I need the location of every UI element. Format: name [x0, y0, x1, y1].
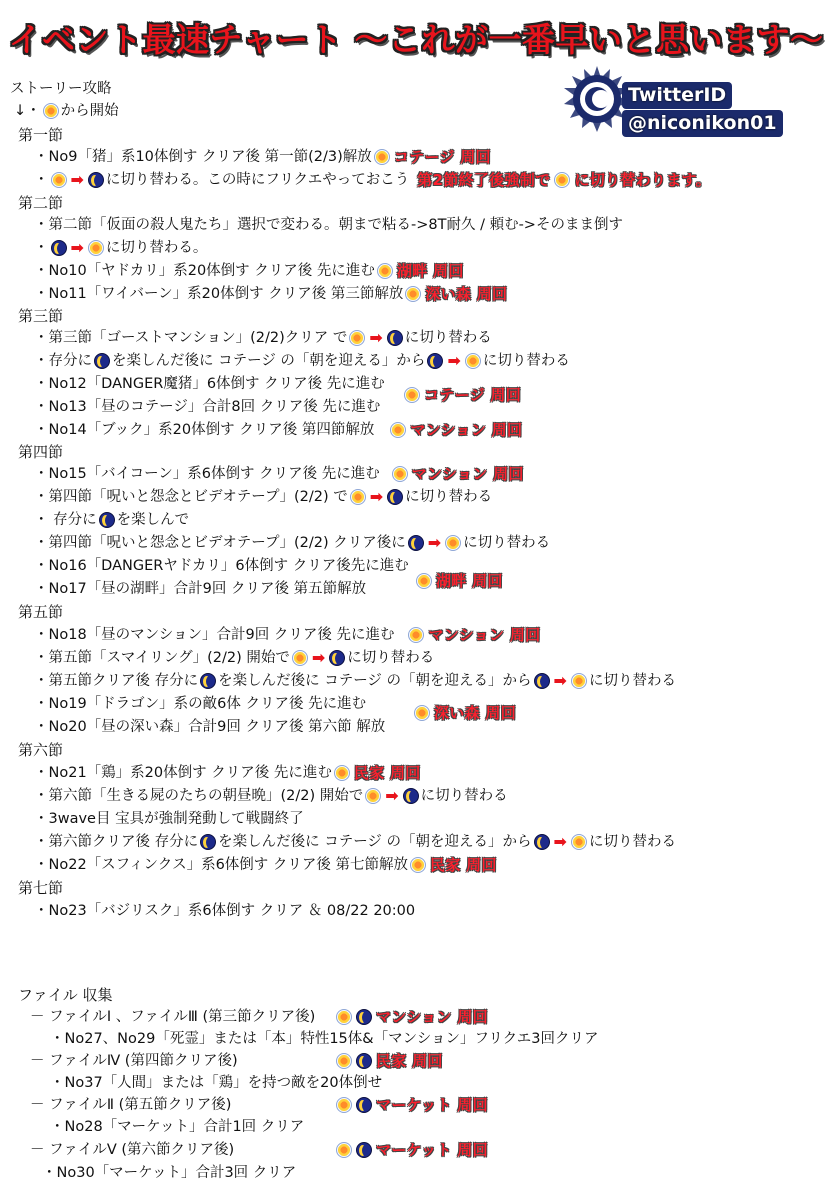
file-2-detail: ・No37「人間」または「鶏」を持つ敵を20体倒せ	[50, 1075, 383, 1091]
ch4-line-4: ・第四節「呪いと怨念とビデオテープ」(2/2) クリア後に ➡ に切り替わる	[34, 533, 551, 552]
ch5-line-4: ・No19「ドラゴン」系の敵6体 クリア後 先に進む	[34, 696, 367, 712]
sun-icon	[292, 650, 308, 666]
farm-tag: マーケット 周回	[376, 1096, 488, 1114]
ch4-line-1: ・No15「バイコーン」系6体倒す クリア後 先に進む マンション 周回	[34, 465, 524, 483]
file-1-tag	[334, 1006, 490, 1028]
moon-icon	[403, 788, 419, 804]
sun-icon	[410, 857, 426, 873]
ch3-line-5: ・No14「ブック」系20体倒す クリア後 第四節解放 マンション 周回	[34, 421, 523, 439]
moon-icon	[387, 489, 403, 505]
moon-icon	[200, 834, 216, 850]
ch2-line-3: ・No10「ヤドカリ」系20体倒す クリア後 先に進む 湖畔 周回	[34, 262, 464, 280]
ch1-line-2: ・ ➡ に切り替わる。この時にフリクエやっておこう 第2節終了後強制で に切り替わります。	[34, 170, 711, 189]
farm-tag: マンション 周回	[376, 1008, 488, 1026]
ch6-line-2: ・第六節「生きる屍のたちの朝昼晩」(2/2) 開始で ➡ に切り替わる	[34, 786, 508, 805]
sun-icon	[349, 330, 365, 346]
moon-icon	[534, 673, 550, 689]
ch3-tag-cottage	[402, 384, 523, 406]
moon-icon	[356, 1009, 372, 1025]
file-4-tag	[334, 1139, 490, 1161]
chapter-1-title: 第一節	[18, 126, 64, 144]
twitter-id-label: TwitterID	[622, 82, 732, 109]
sun-icon	[554, 172, 570, 188]
sun-icon	[334, 765, 350, 781]
red-arrow-icon: ➡	[385, 786, 399, 805]
red-arrow-icon: ➡	[70, 170, 84, 189]
sun-icon	[571, 834, 587, 850]
ch3-line-4: ・No13「昼のコテージ」合計8回 クリア後 先に進む	[34, 399, 381, 415]
sun-icon	[336, 1053, 352, 1069]
farm-tag: 深い森 周回	[425, 285, 508, 303]
farm-tag: コテージ 周回	[393, 148, 491, 166]
moon-icon	[329, 650, 345, 666]
ch6-line-1: ・No21「鶏」系20体倒す クリア後 先に進む 民家 周回	[34, 764, 421, 782]
farm-tag: 民家 周回	[430, 856, 497, 874]
farm-tag: 深い森 周回	[434, 704, 517, 722]
chapter-2-title: 第二節	[18, 194, 64, 212]
red-arrow-icon: ➡	[553, 832, 567, 851]
story-heading: ストーリー攻略	[10, 81, 112, 97]
ch3-line-3: ・No12「DANGER魔猪」6体倒す クリア後 先に進む	[34, 376, 385, 392]
ch4-line-5: ・No16「DANGERヤドカリ」6体倒す クリア後先に進む	[34, 558, 409, 574]
ch5-line-1: ・No18「昼のマンション」合計9回 クリア後 先に進む マンション 周回	[34, 626, 541, 644]
sun-icon	[377, 263, 393, 279]
moon-icon	[356, 1097, 372, 1113]
ch4-tag-lake	[414, 570, 505, 592]
sun-icon	[43, 103, 59, 119]
files-heading: ファイル 収集	[18, 986, 113, 1004]
sun-icon	[465, 353, 481, 369]
sun-icon	[336, 1009, 352, 1025]
ch7-line-1: ・No23「バジリスク」系6体倒す クリア ＆ 08/22 20:00	[34, 903, 416, 919]
file-3: － ファイルⅡ (第五節クリア後)	[30, 1097, 232, 1113]
farm-tag: 民家 周回	[376, 1052, 443, 1070]
file-3-detail: ・No28「マーケット」合計1回 クリア	[50, 1119, 305, 1135]
chapter-5-title: 第五節	[18, 603, 64, 621]
red-arrow-icon: ➡	[70, 238, 84, 257]
ch5-tag-forest	[412, 702, 518, 724]
sun-icon	[336, 1142, 352, 1158]
farm-tag: 湖畔 周回	[396, 262, 464, 280]
ch4-line-3: ・ 存分に を楽しんで	[34, 512, 190, 528]
ch2-line-4: ・No11「ワイバーン」系20体倒す クリア後 第三節解放 深い森 周回	[34, 285, 508, 303]
moon-icon	[200, 673, 216, 689]
file-4-detail: ・No30「マーケット」合計3回 クリア	[42, 1165, 297, 1181]
ch1-line-1: ・No9「猪」系10体倒す クリア後 第一節(2/3)解放 コテージ 周回	[34, 148, 491, 166]
start-line: ↓・ から開始	[14, 103, 119, 119]
moon-icon	[356, 1142, 372, 1158]
sun-icon	[445, 535, 461, 551]
note-tag: 第2節終了後強制で	[417, 171, 551, 189]
file-1: － ファイルⅠ 、ファイルⅢ (第三節クリア後)	[30, 1009, 316, 1025]
ch3-line-1: ・第三節「ゴーストマンション」(2/2)クリア で ➡ に切り替わる	[34, 328, 492, 347]
file-2-tag	[334, 1050, 445, 1072]
moon-icon	[51, 240, 67, 256]
twitter-handle[interactable]: @niconikon01	[622, 110, 783, 137]
red-arrow-icon: ➡	[369, 487, 384, 506]
chapter-6-title: 第六節	[18, 741, 64, 759]
sun-icon	[365, 788, 381, 804]
chapter-4-title: 第四節	[18, 443, 64, 461]
ch6-line-4: ・第六節クリア後 存分に を楽しんだ後に コテージ の「朝を迎える」から ➡ に切り替わる	[34, 832, 676, 851]
page-title: イベント最速チャート ～これが一番早いと思います～	[8, 20, 824, 59]
red-arrow-icon: ➡	[553, 671, 567, 690]
farm-tag: マーケット 周回	[376, 1141, 488, 1159]
ch5-line-5: ・No20「昼の深い森」合計9回 クリア後 第六節 解放	[34, 719, 386, 735]
file-1-detail: ・No27、No29「死霊」または「本」特性15体&「マンション」フリクエ3回クリア	[50, 1031, 599, 1047]
sun-icon	[51, 172, 67, 188]
farm-tag: マンション 周回	[410, 421, 523, 439]
sun-icon	[405, 286, 421, 302]
sun-icon	[88, 240, 104, 256]
ch4-line-6: ・No17「昼の湖畔」合計9回 クリア後 第五節解放	[34, 581, 367, 597]
file-3-tag	[334, 1094, 490, 1116]
sun-icon	[392, 466, 408, 482]
farm-tag: マンション 周回	[411, 465, 524, 483]
file-4: － ファイルⅤ (第六節クリア後)	[30, 1142, 235, 1158]
moon-icon	[408, 535, 424, 551]
ch2-line-2: ・ ➡ に切り替わる。	[34, 238, 208, 257]
farm-tag: 民家 周回	[353, 764, 421, 782]
sun-icon	[336, 1097, 352, 1113]
sun-icon	[404, 387, 420, 403]
moon-icon	[356, 1053, 372, 1069]
sun-icon	[571, 673, 587, 689]
chapter-3-title: 第三節	[18, 307, 64, 325]
red-arrow-icon: ➡	[427, 533, 442, 552]
chapter-7-title: 第七節	[18, 879, 64, 897]
note-tag: に切り替わります。	[574, 171, 711, 189]
ch2-line-1: ・第二節「仮面の殺人鬼たち」選択で変わる。朝まで粘る->8T耐久 / 頼む->そのまま倒す	[34, 217, 623, 233]
farm-tag: マンション 周回	[428, 626, 541, 644]
red-arrow-icon: ➡	[311, 648, 326, 667]
ch5-line-2: ・第五節「スマイリング」(2/2) 開始で ➡ に切り替わる	[34, 648, 435, 667]
red-arrow-icon: ➡	[369, 328, 383, 347]
ch3-line-2: ・存分に を楽しんだ後に コテージ の「朝を迎える」から ➡ に切り替わる	[34, 351, 570, 370]
sun-icon	[374, 149, 390, 165]
ch4-line-2: ・第四節「呪いと怨念とビデオテープ」(2/2) で ➡ に切り替わる	[34, 487, 493, 506]
file-2: － ファイルⅣ (第四節クリア後)	[30, 1053, 238, 1069]
ch6-line-5: ・No22「スフィンクス」系6体倒す クリア後 第七節解放 民家 周回	[34, 856, 497, 874]
moon-icon	[94, 353, 110, 369]
ch6-line-3: ・3wave目 宝具が強制発動して戦闘終了	[34, 811, 304, 827]
farm-tag: コテージ 周回	[424, 386, 522, 404]
moon-icon	[534, 834, 550, 850]
red-arrow-icon: ➡	[447, 351, 461, 370]
moon-icon	[88, 172, 104, 188]
moon-icon	[387, 330, 403, 346]
sun-icon	[350, 489, 366, 505]
sun-icon	[416, 573, 432, 589]
sun-icon	[408, 627, 424, 643]
moon-icon	[427, 353, 443, 369]
moon-icon	[99, 512, 115, 528]
farm-tag: 湖畔 周回	[436, 572, 503, 590]
ch5-line-3: ・第五節クリア後 存分に を楽しんだ後に コテージ の「朝を迎える」から ➡ に切り替わる	[34, 671, 676, 690]
sun-icon	[390, 422, 406, 438]
sun-icon	[414, 705, 430, 721]
